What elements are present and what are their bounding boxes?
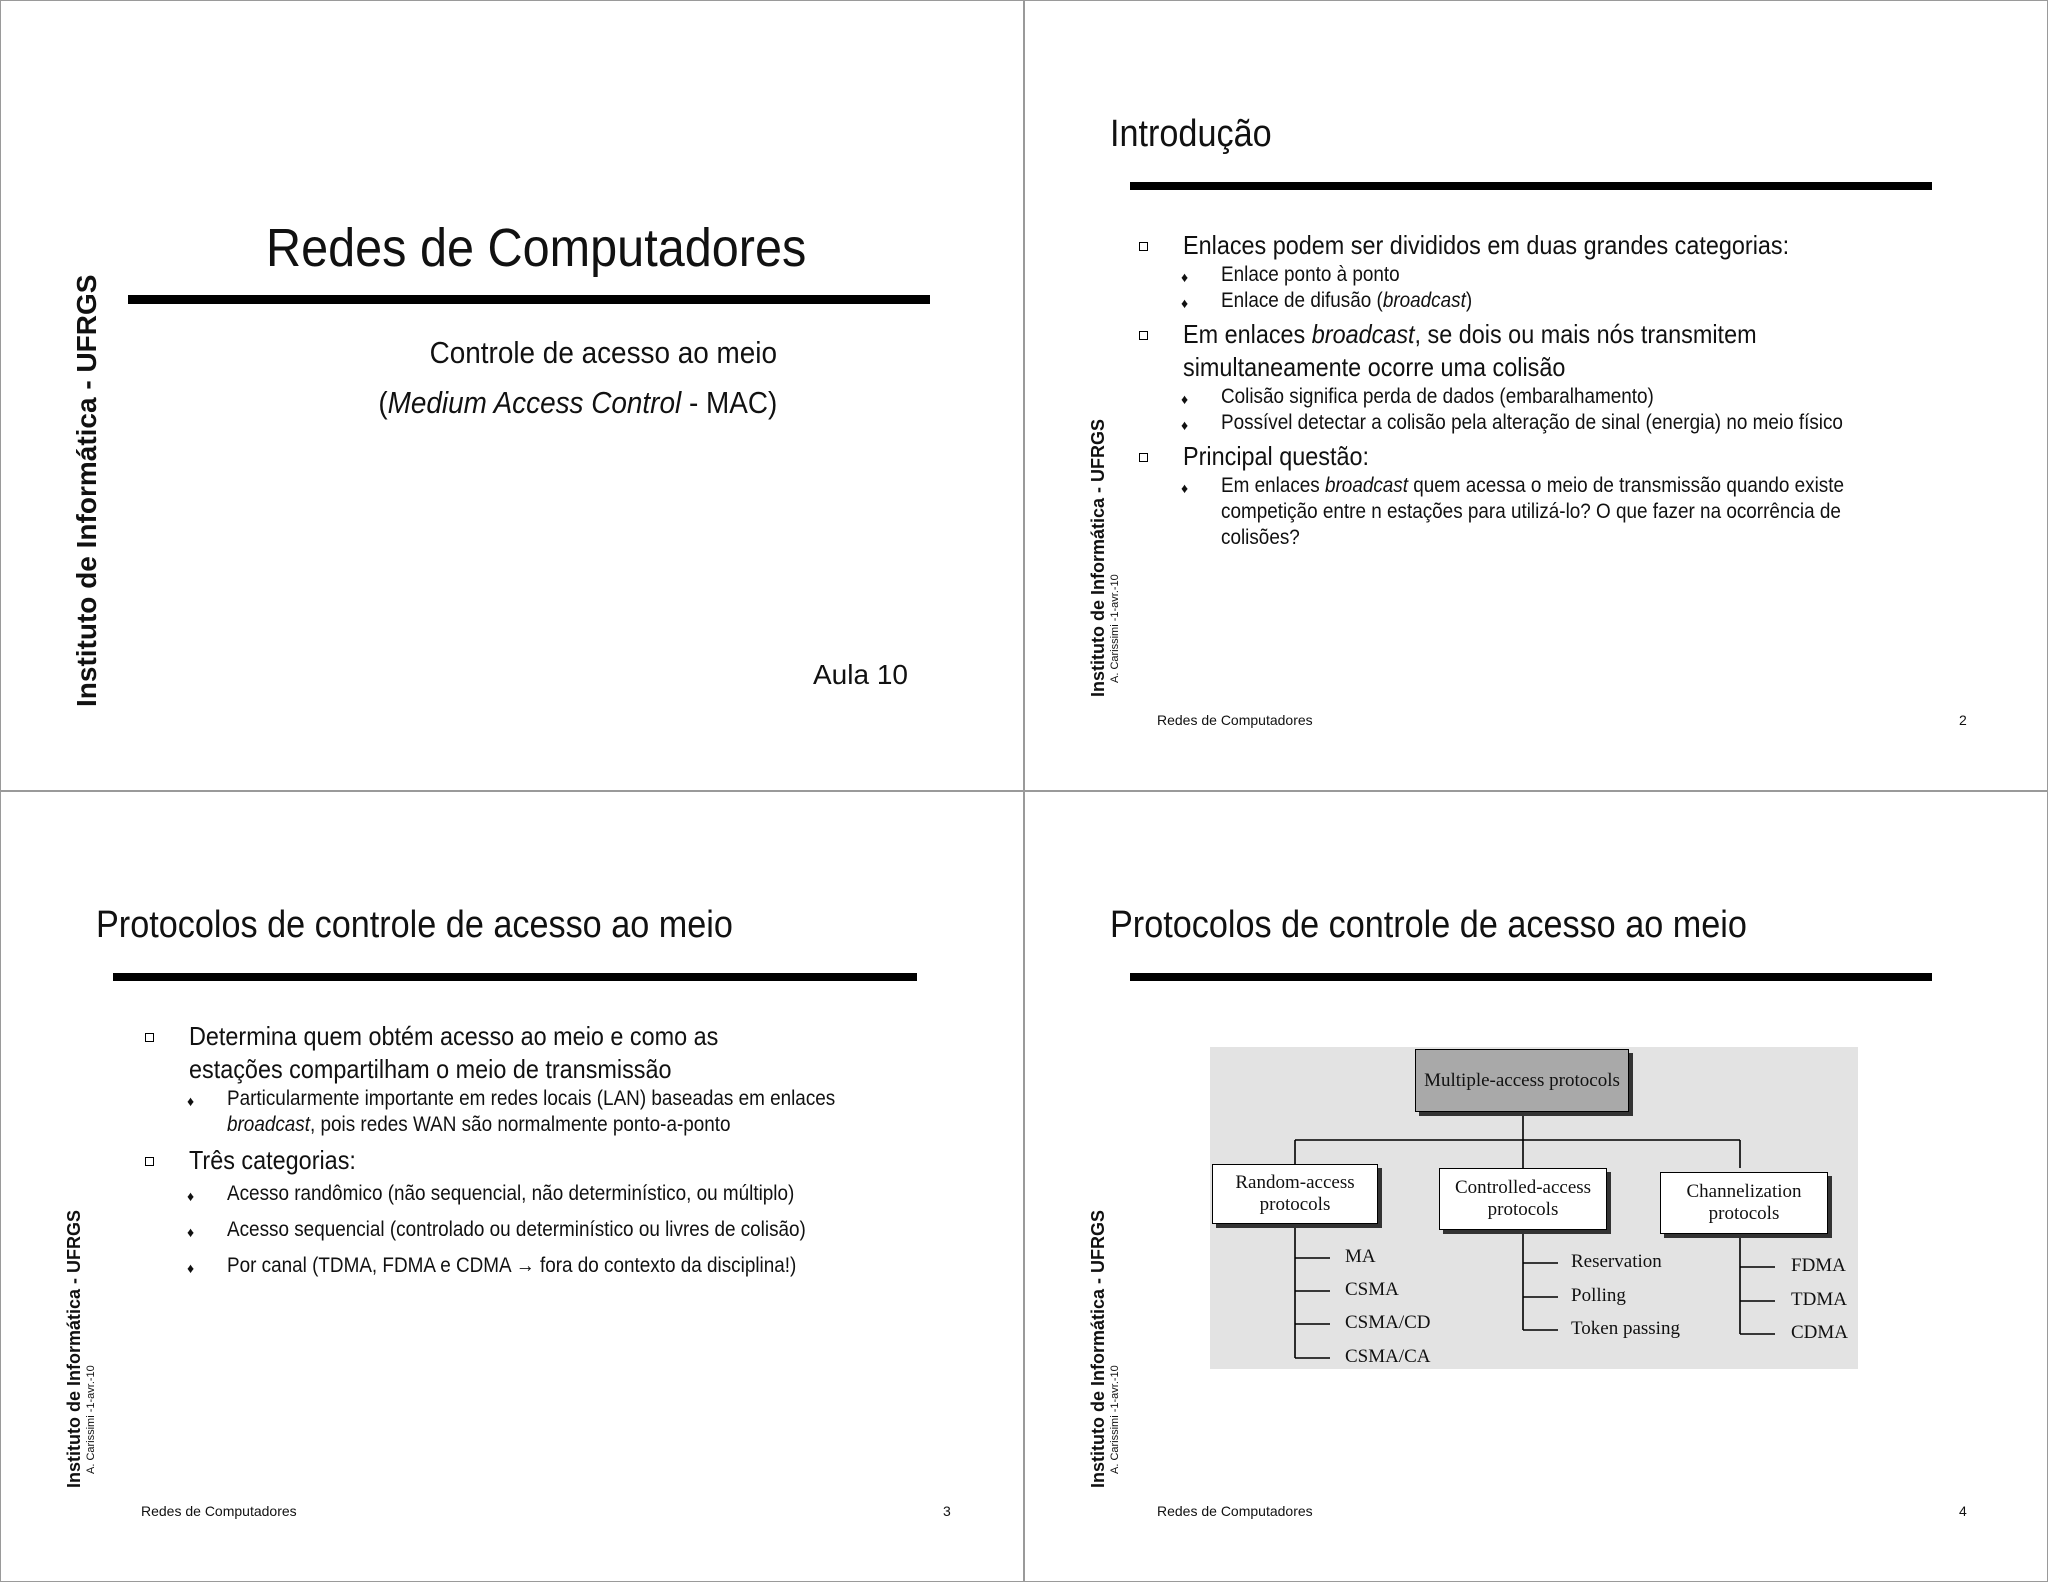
sub-bullet: ♦ Possível detectar a colisão pela alteração de sinal (energia) no meio físico: [1181, 411, 1843, 434]
leaf-ma: MA: [1345, 1246, 1376, 1267]
footer-course: Redes de Computadores: [141, 1503, 297, 1519]
leaf-cdma: CDMA: [1791, 1322, 1849, 1343]
bullet: Principal questão:: [1125, 440, 1921, 473]
bullet: Em enlaces broadcast, se dois ou mais nós transmitem simultaneamente ocorre uma colisão: [1125, 318, 1921, 384]
sub-bullet: ♦ Enlace ponto à ponto: [1181, 263, 1400, 286]
node-multiple-access: Multiple-access protocols: [1415, 1049, 1629, 1112]
bullet: Determina quem obtém acesso ao meio e como as estações compartilham o meio de transmissão: [131, 1020, 927, 1086]
sub-bullet: ♦ Enlace de difusão (broadcast): [1181, 289, 1473, 312]
slide-title: Redes de Computadores: [266, 218, 807, 278]
slide-3: [0, 791, 1024, 1582]
leaf-csma-cd: CSMA/CD: [1345, 1312, 1431, 1333]
sub-bullet: ♦ Colisão significa perda de dados (embaralhamento): [1181, 385, 1654, 408]
title-rule: [113, 973, 917, 981]
sub-bullet: ♦ Particularmente importante em redes locais (LAN) baseadas em enlaces broadcast, pois redes WAN são normalmente ponto-a-ponto: [187, 1087, 836, 1136]
footer-course: Redes de Computadores: [1157, 712, 1313, 728]
protocol-diagram: [1210, 1047, 1858, 1369]
institute-label: Instituto de Informática - UFRGS: [1088, 1209, 1108, 1488]
institute-label: Instituto de Informática - UFRGS: [1088, 418, 1108, 697]
author-label: A. Carissimi -1-avr.-10: [85, 1365, 97, 1474]
sub-bullet: ♦ Acesso sequencial (controlado ou determinístico ou livres de colisão): [187, 1218, 806, 1241]
slide-4: [1024, 791, 2048, 1582]
subtitle: Controle de acesso ao meio: [429, 335, 777, 370]
page-number: 4: [1959, 1503, 1967, 1519]
slide-title: Introdução: [1110, 113, 1272, 155]
page-number: 2: [1959, 712, 1967, 728]
sub-bullet: ♦ Em enlaces broadcast quem acessa o meio de transmissão quando existe competição entre n estações para utilizá-lo? O que fazer na ocorrência de colisões?: [1181, 474, 1845, 549]
bullet-list: [131, 1020, 927, 1279]
leaf-tdma: TDMA: [1791, 1289, 1847, 1310]
title-rule: [1130, 973, 1932, 981]
leaf-reservation: Reservation: [1571, 1251, 1662, 1272]
title-rule: [128, 295, 930, 304]
leaf-csma: CSMA: [1345, 1279, 1399, 1300]
lesson-number: Aula 10: [813, 659, 908, 690]
slide-1: [0, 0, 1024, 791]
title-rule: [1130, 182, 1932, 190]
institute-label: Instituto de Informática - UFRGS: [71, 274, 102, 707]
bullet: Três categorias:: [131, 1144, 927, 1177]
page-number: 3: [943, 1503, 951, 1519]
leaf-token-passing: Token passing: [1571, 1318, 1680, 1339]
subtitle-mac: (Medium Access Control - MAC): [378, 385, 777, 420]
author-label: A. Carissimi -1-avr.-10: [1109, 574, 1121, 683]
slide-title: Protocolos de controle de acesso ao meio: [96, 904, 733, 946]
footer-course: Redes de Computadores: [1157, 1503, 1313, 1519]
node-controlled-access: Controlled-access protocols: [1439, 1168, 1607, 1230]
leaf-csma-ca: CSMA/CA: [1345, 1346, 1431, 1367]
slide-2: [1024, 0, 2048, 791]
node-random-access: Random-access protocols: [1212, 1164, 1378, 1224]
bullet: Enlaces podem ser divididos em duas grandes categorias:: [1125, 229, 1921, 262]
sub-bullet: ♦ Por canal (TDMA, FDMA e CDMA → fora do contexto da disciplina!): [187, 1254, 797, 1277]
slide-title: Protocolos de controle de acesso ao meio: [1110, 904, 1747, 946]
leaf-fdma: FDMA: [1791, 1255, 1846, 1276]
author-label: A. Carissimi -1-avr.-10: [1109, 1365, 1121, 1474]
sub-bullet: ♦ Acesso randômico (não sequencial, não determinístico, ou múltiplo): [187, 1182, 795, 1205]
institute-label: Instituto de Informática - UFRGS: [64, 1209, 84, 1488]
node-channelization: Channelization protocols: [1660, 1172, 1828, 1234]
leaf-polling: Polling: [1571, 1285, 1626, 1306]
bullet-list: [1125, 229, 1921, 551]
